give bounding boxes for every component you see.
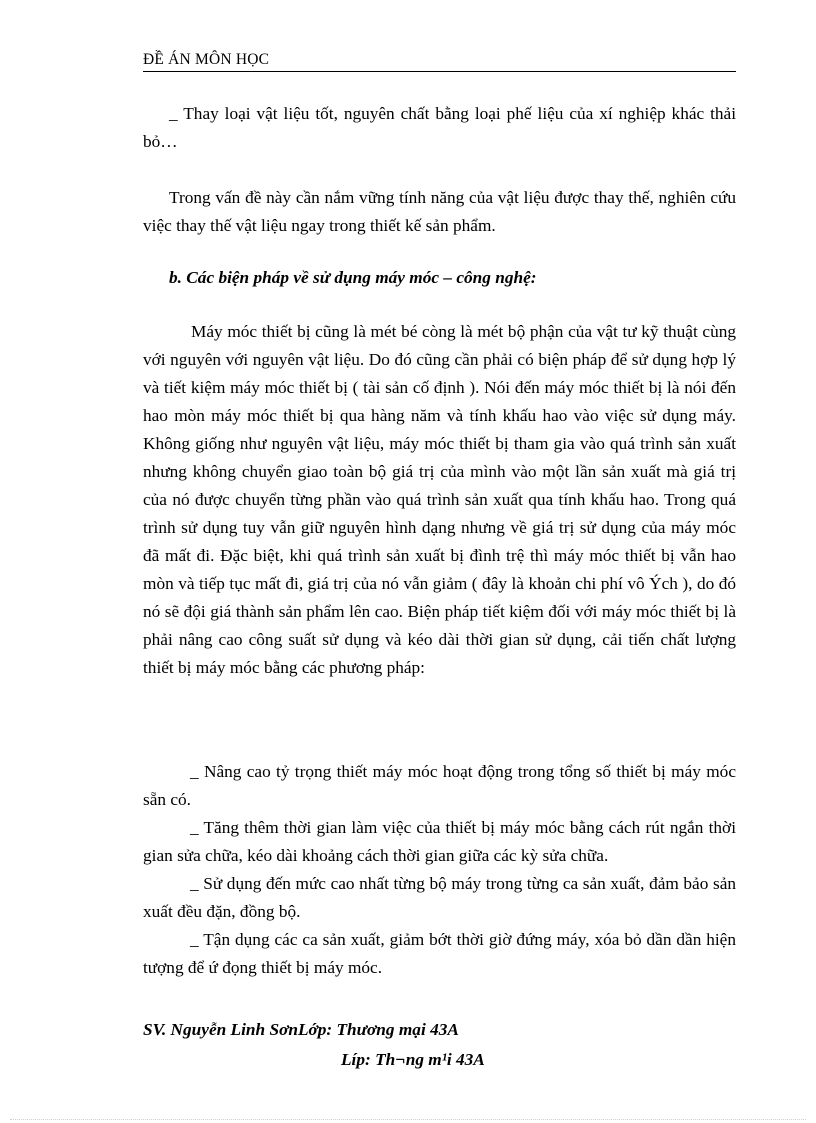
document-header [143,51,736,72]
paragraph-2-block [143,184,736,240]
bullet-item-1: _ Nâng cao tỷ trọng thiết máy móc hoạt động trong tổng số thiết bị máy móc sẵn có. [143,762,736,809]
bullet-item-2: _ Tăng thêm thời gian làm việc của thiết bị máy móc bằng cách rút ngắn thời gian sửa chữa, kéo dài khoảng cách thời gian giữa các kỳ sửa chữa. [143,818,736,865]
paragraph-3: Máy móc thiết bị cũng là mét bé còng là mét bộ phận của vật tư kỹ thuật cùng với nguyên với nguyên vật liệu. Do đó cũng cần phải có biện pháp để sử dụng hợp lý và tiết kiệm máy móc thiết bị ( tài sản cố định ). Nói đến máy móc thiết bị là nói đến hao mòn máy móc thiết bị qua hàng năm và tính khấu hao vào việc sử dụng máy. Không giống như nguyên vật liệu, máy móc thiết bị tham gia vào quá trình sản xuất nhưng không chuyển giao toàn bộ giá trị của mình vào một lần sản xuất mà giá trị của nó được chuyển từng phần vào quá trình sản xuất qua tính khấu hao. Trong quá trình sử dụng tuy vẫn giữ nguyên hình dạng nhưng về giá trị sử dụng của máy móc đã mất đi. Đặc biệt, khi quá trình sản xuất bị đình trệ thì máy móc thiết bị vẫn hao mòn và tiếp tục mất đi, giá trị của nó vẫn giảm ( đây là khoản chi phí vô Ých ), do đó nó sẽ đội giá thành sản phẩm lên cao. Biện pháp tiết kiệm đối với máy móc thiết bị là phải nâng cao công suất sử dụng và kéo dài thời gian sử dụng, cải tiến chất lượng thiết bị máy móc bằng các phương pháp: [143,322,736,677]
bullet-item-3: _ Sử dụng đến mức cao nhất từng bộ máy trong từng ca sản xuất, đảm bảo sản xuất đều đặn, đồng bộ. [143,874,736,921]
page-bottom-divider [10,1119,806,1120]
paragraph-1-block [143,100,736,156]
paragraph-1: _ Thay loại vật liệu tốt, nguyên chất bằng loại phế liệu của xí nghiệp khác thải bỏ… [143,104,736,151]
paragraph-3-block [143,318,736,682]
paragraph-2: Trong vấn đề này cần nắm vững tính năng của vật liệu được thay thế, nghiên cứu việc thay thế vật liệu ngay trong thiết kế sản phẩm. [143,188,736,235]
footer-line-2: Líp: Th¬ng m¹i 43A [341,1050,485,1069]
bullet-item-4: _ Tận dụng các ca sản xuất, giảm bớt thời giờ đứng máy, xóa bỏ dần dần hiện tượng để ứ đọng thiết bị máy móc. [143,930,736,977]
footer-line-1: SV. Nguyễn Linh SơnLớp: Thương mại 43A [143,1020,459,1039]
section-heading-b: b. Các biện pháp về sử dụng máy móc – công nghệ: [169,268,537,287]
bullet-list [143,758,736,982]
header-title: ĐỀ ÁN MÔN HỌC [143,51,270,68]
